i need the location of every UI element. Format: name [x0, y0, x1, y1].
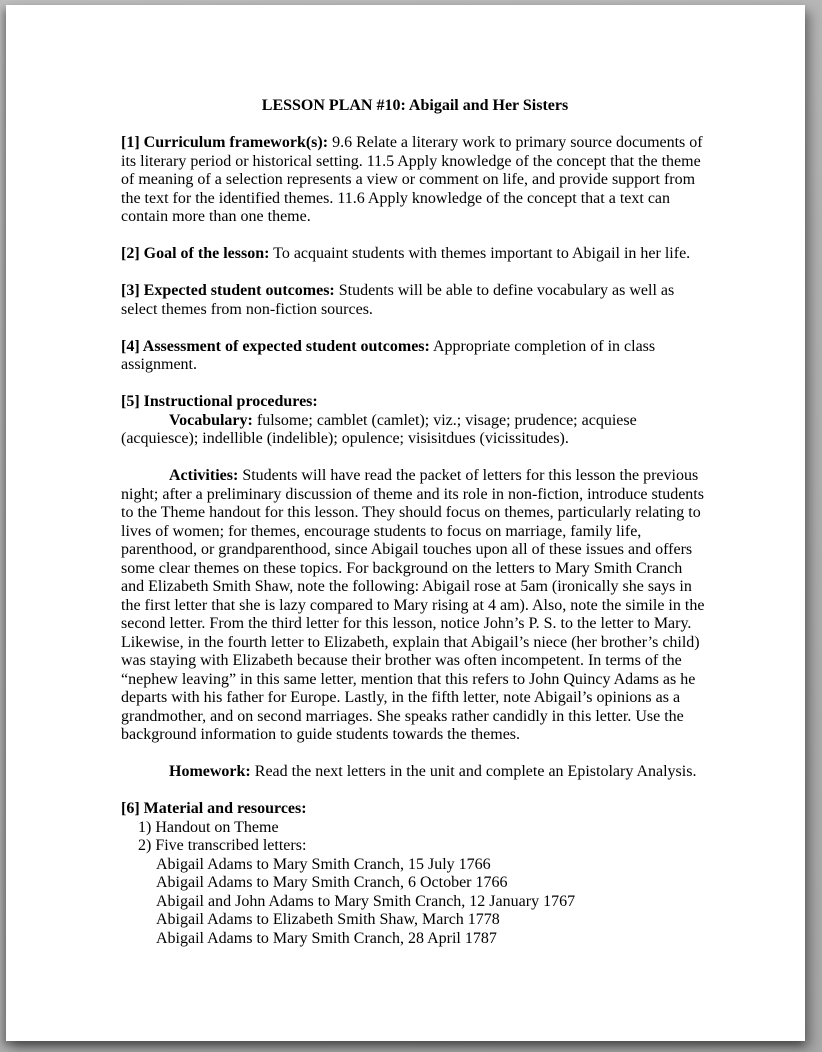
section-assessment	[121, 338, 709, 375]
letter-item-2: Abigail Adams to Mary Smith Cranch, 6 October 1766	[156, 874, 508, 891]
section-instructional-procedures-heading	[121, 393, 709, 412]
section-curriculum-frameworks-label: [1] Curriculum framework(s):	[121, 134, 329, 151]
activities-label: Activities:	[169, 467, 239, 484]
section-goal	[121, 245, 709, 264]
homework-body: Read the next letters in the unit and complete an Epistolary Analysis.	[254, 763, 697, 780]
section-assessment-label: [4] Assessment of expected student outcomes:	[121, 337, 430, 355]
letter-item-4: Abigail Adams to Elizabeth Smith Shaw, March 1778	[156, 911, 500, 928]
materials-item-handout: 1) Handout on Theme	[138, 818, 279, 836]
letter-item-3: Abigail and John Adams to Mary Smith Cranch, 12 January 1767	[156, 892, 576, 910]
section-curriculum-frameworks-body: 9.6 Relate a literary work to primary source documents of its literary period or historical setting. 11.5 Apply knowledge of the concept that the theme of meaning of a selection represents a view or comment on life, and provide support from the text for the identified themes. 11.6 Apply knowledge of the concept that a text can contain more than one theme.	[121, 134, 703, 225]
section-expected-outcomes-label: [3] Expected student outcomes:	[121, 282, 335, 299]
section-assessment-body: Appropriate completion of in class assignment.	[121, 337, 656, 373]
homework-label: Homework:	[169, 763, 251, 780]
section-expected-outcomes-body: Students will be able to define vocabulary as well as select themes from non-fiction sources.	[121, 282, 675, 318]
section-materials-heading	[121, 800, 709, 819]
section-instructional-procedures-label: [5] Instructional procedures:	[121, 393, 318, 410]
lesson-title: LESSON PLAN #10: Abigail and Her Sisters	[261, 97, 569, 114]
vocabulary-label: Vocabulary:	[169, 411, 253, 429]
section-goal-body: To acquaint students with themes important to Abigail in her life.	[273, 245, 691, 262]
vocabulary-body: fulsome; camblet (camlet); viz.; visage; prudence; acquiese (acquiesce); indellible (indelible); opulence; visisitdues (vicissitudes).	[121, 411, 637, 447]
letter-item-1: Abigail Adams to Mary Smith Cranch, 15 July 1766	[156, 855, 491, 873]
section-expected-outcomes	[121, 282, 709, 319]
document-page	[6, 5, 805, 1041]
section-curriculum-frameworks	[121, 134, 709, 227]
paragraph-activities	[121, 467, 709, 745]
letter-item-5: Abigail Adams to Mary Smith Cranch, 28 April 1787	[156, 929, 497, 947]
section-materials-label: [6] Material and resources:	[121, 800, 307, 817]
paragraph-vocabulary	[121, 412, 709, 449]
materials-item-letters: 2) Five transcribed letters:	[138, 837, 307, 854]
paragraph-homework	[121, 763, 709, 782]
activities-body: Students will have read the packet of letters for this lesson the previous night; after a preliminary discussion of theme and its role in non-fiction, introduce students to the Theme handout for this lesson. They should focus on themes, particularly relating to lives of women; for themes, encourage students to focus on marriage, family life, parenthood, or grandparenthood, since Abigail touches upon all of these issues and offers some clear themes on these topics. For background on the letters to Mary Smith Cranch and Elizabeth Smith Shaw, note the following: Abigail rose at 5am (ironically she says in the first letter that she is lazy compared to Mary rising at 4 am). Also, note the simile in the second letter. From the third letter for this lesson, notice John’s P. S. to the letter to Mary. Likewise, in the fourth letter to Elizabeth, explain that Abigail’s niece (her brother’s child) was staying with Elizabeth because their brother was often incompetent. In terms of the “nephew leaving” in this same letter, mention that this refers to John Quincy Adams as he departs with his father for Europe. Lastly, in the fifth letter, note Abigail’s opinions as a grandmother, and on second marriages. She speaks rather candidly in this letter. Use the background information to guide students towards the themes.	[121, 467, 705, 743]
section-goal-label: [2] Goal of the lesson:	[121, 245, 270, 262]
page-content	[121, 97, 709, 948]
